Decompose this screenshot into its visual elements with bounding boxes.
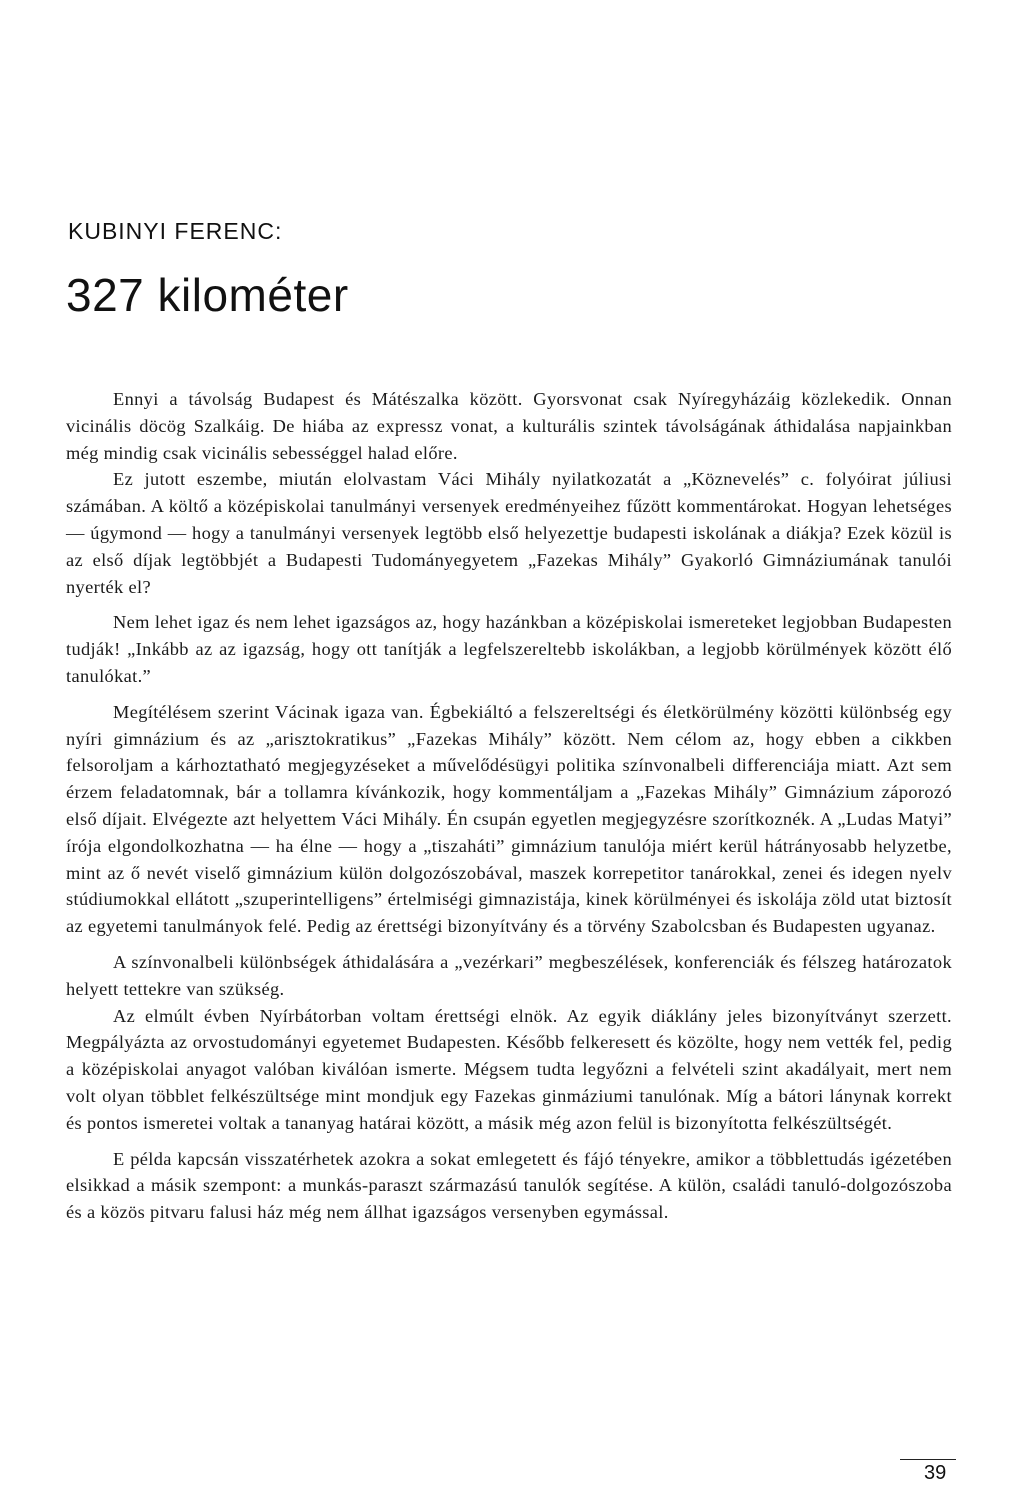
page-number-rule [900, 1459, 956, 1460]
paragraph: Megítélésem szerint Vácinak igaza van. Égbekiáltó a felszereltségi és életkörülmény közötti különbség egy nyíri gimnázium és az „arisztokratikus” „Fazekas Mihály” között. Nem célom az, hogy ebben a cikkben felsoroljam a kárhoztatható megjegyzéseket a művelődésügyi politika színvonalbeli differenciája miatt. Azt sem érzem feladatomnak, bár a tollamra kívánkozik, hogy kommentáljam a „Fazekas Mihály” Gimnázium záporozó első díjait. Elvégezte azt helyettem Váci Mihály. Én csupán egyetlen megjegyzésre szorítkoznék. A „Ludas Matyi” írója elgondolkozhatna — ha élne — hogy a „tiszaháti” gimnázium tanulója miért kerül hátrányosabb helyzetbe, mint az ő nevét viselő gimnázium külön dolgozószobával, maszek korrepetitor tanárokkal, zenei és idegen nyelv stúdiumokkal ellátott „szuperintelligens” értelmiségi gimnazistája, kinek körülményei és iskolája zöld utat biztosít az egyetemi tanulmányok felé. Pedig az érettségi bizonyítvány és a törvény Szabolcsban és Budapesten ugyanaz. [66, 701, 952, 937]
paragraph: Az elmúlt évben Nyírbátorban voltam érettségi elnök. Az egyik diáklány jeles bizonyítványt szerzett. Megpályázta az orvostudományi egyetemet Budapesten. Később felkeresett és közölte, hogy nem vették fel, pedig a középiskolai anyagot valóban kiválóan ismerte. Mégsem tudta legyőzni a felvételi szint akadályait, mert nem volt olyan többlet felkészültsége mint mondjuk egy Fazekas ginmáziumi tanulónak. Míg a bátori lánynak korrekt és pontos ismeretei voltak a tananyag határai között, a másik még azon felül is bizonyította felkészültségét. [66, 1005, 952, 1133]
author-name: KUBINYI FERENC: [68, 218, 283, 244]
paragraph: Ennyi a távolság Budapest és Mátészalka között. Gyorsvonat csak Nyíregyházáig közlekedik. Onnan vicinális döcög Szalkáig. De hiába az expressz vonat, a kulturális szintek távolságának áthidalása napjainkban még mindig csak vicinális sebességgel halad előre. [66, 389, 952, 463]
paragraph: Nem lehet igaz és nem lehet igazságos az, hogy hazánkban a középiskolai ismereteket legjobban Budapesten tudják! „Inkább az az igazság, hogy ott tanítják a legfelszereltebb iskolákban, a legjobb körülmények között élő tanulókat.” [66, 612, 952, 686]
paragraph: A színvonalbeli különbségek áthidalására a „vezérkari” megbeszélések, konferenciák és félszeg határozatok helyett tettekre van szükség. [66, 951, 952, 999]
page-number: 39 [924, 1462, 947, 1484]
article-title: 327 kilométer [66, 269, 349, 321]
paragraph: E példa kapcsán visszatérhetek azokra a sokat emlegetett és fájó tényekre, amikor a többlettudás igézetében elsikkad a másik szempont: a munkás-paraszt származású tanulók segítése. A külön, családi tanuló-dolgozószoba és a közös pitvaru falusi ház még nem állhat igazságos versenyben egymással. [66, 1148, 952, 1223]
article-body [66, 386, 952, 1226]
paragraph: Ez jutott eszembe, miután elolvastam Váci Mihály nyilatkozatát a „Köznevelés” c. folyóirat júliusi számában. A költő a középiskolai tanulmányi versenyek eredményeihez fűzött kommentárokat. Hogyan lehetséges — úgymond — hogy a tanulmányi versenyek legtöbb első helyezettje budapesti iskolának a diákja? Ezek közül is az első díjak legtöbbjét a Budapesti Tudományegyetem „Fazekas Mihály” Gyakorló Gimnáziumának tanulói nyerték el? [66, 469, 952, 597]
